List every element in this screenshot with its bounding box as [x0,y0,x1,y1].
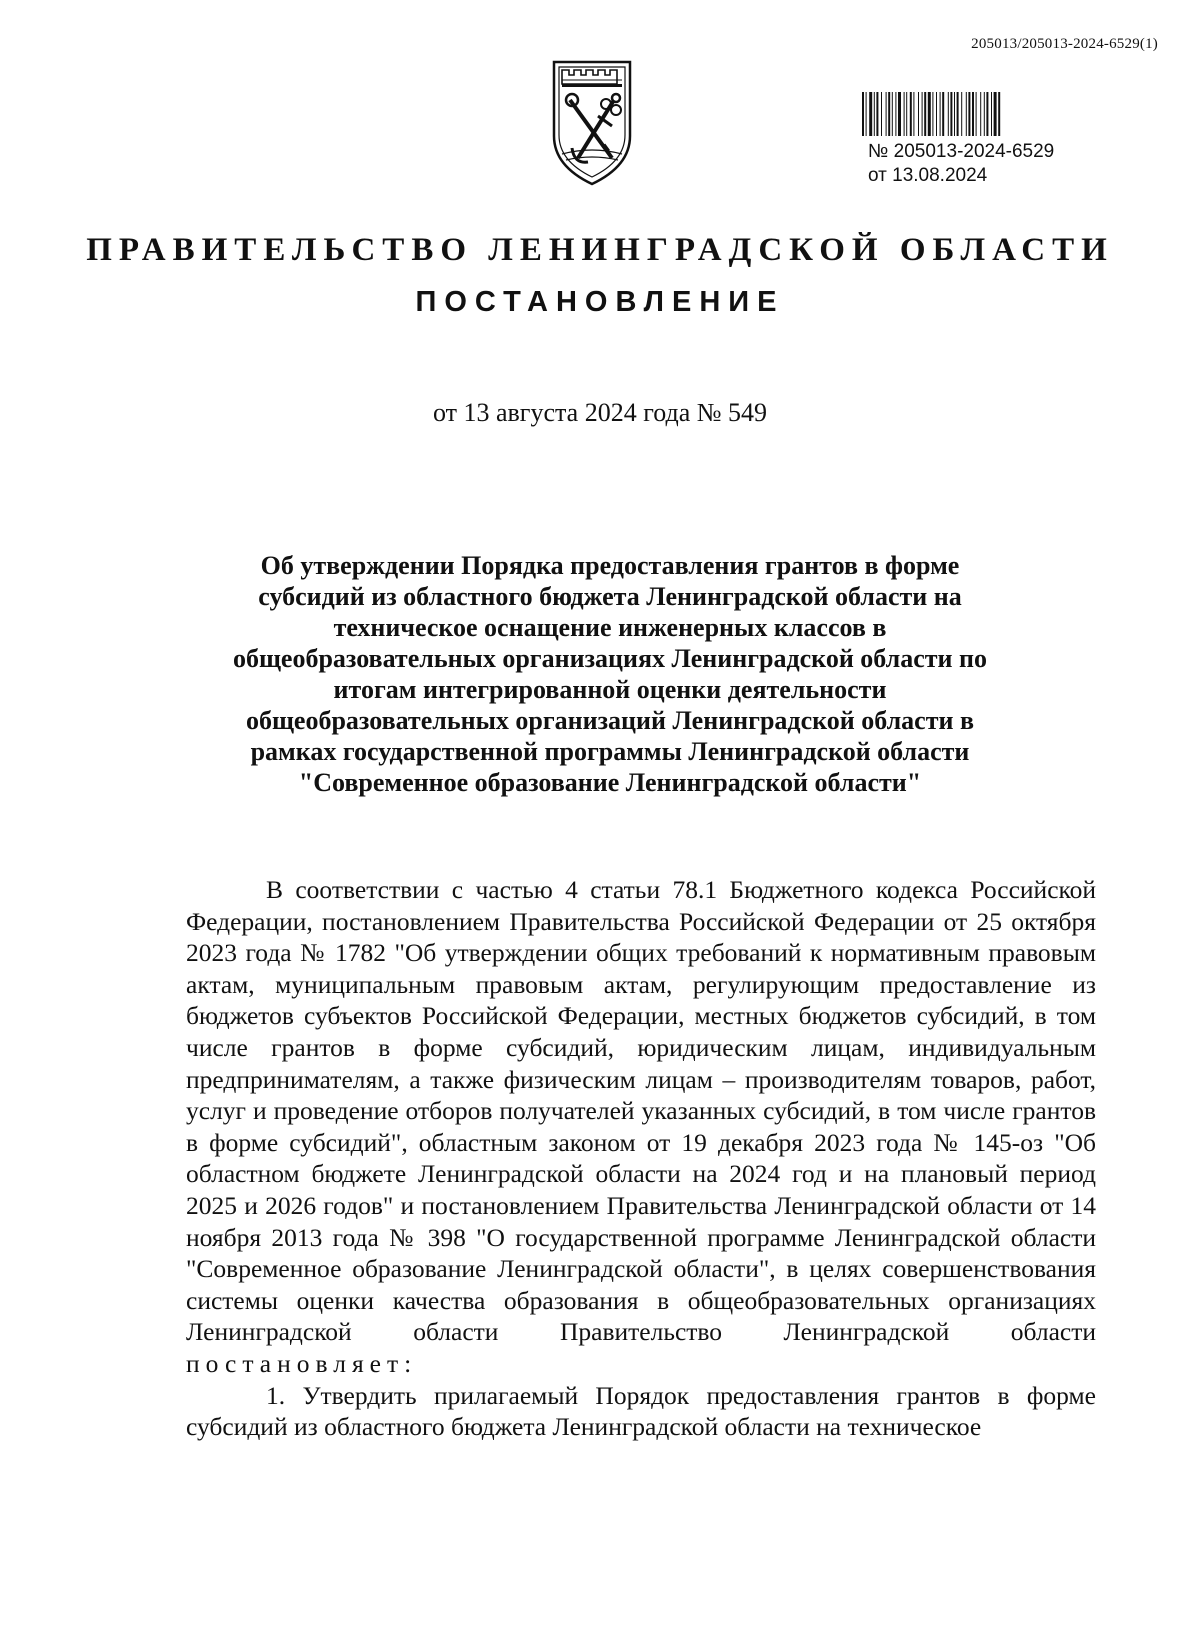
coat-of-arms-icon [550,58,634,188]
registration-number: № 205013-2024-6529 [868,141,1055,162]
preamble-text: В соответствии с частью 4 статьи 78.1 Бюджетного кодекса Российской Федерации, постановлением Правительства Российской Федерации от 25 октября 2023 года № 1782 "Об утверждении общих требований к нормативным правовым актам, муниципальным правовым актам, регулирующим предоставление из бюджетов субъектов Российской Федерации, местных бюджетов субсидий, в том числе грантов в форме субсидий, юридическим лицам, индивидуальным предпринимателям, а также физическим лицам – производителям товаров, работ, услуг и проведение отборов получателей указанных субсидий, в том числе грантов в форме субсидий", областным законом от 19 декабря 2023 года № 145-оз "Об областном бюджете Ленинградской области на 2024 год и на плановый период 2025 и 2026 годов" и постановлением Правительства Ленинградской области от 14 ноября 2013 года № 398 "О государственной программе Ленинградской области "Современное образование Ленинградской области", в целях совершенствования системы оценки качества образования в общеобразовательных организациях Ленинградской области Правительство Ленинградской области [186,875,1096,1347]
registration-code-top: 205013/205013-2024-6529(1) [971,36,1158,52]
document-type: ПОСТАНОВЛЕНИЕ [415,286,785,318]
document-subject: Об утверждении Порядка предоставления грантов в форме субсидий из областного бюджета Ленинградской области на техническое оснащение инженерных классов в общеобразовательных организациях Ленинградской области по итогам интегрированной оценки деятельности общеобразовательных организаций Ленинградской области в рамках государственной программы Ленинградской области "Современное образование Ленинградской области" [232,551,988,797]
document-body [186,874,1096,1443]
preamble-paragraph [186,874,1096,1380]
document-date-number: от 13 августа 2024 года № 549 [432,398,768,427]
item-1-paragraph: 1. Утвердить прилагаемый Порядок предоставления грантов в форме субсидий из областного бюджета Ленинградской области на техническое [186,1380,1096,1442]
decree-word: постановляет: [186,1348,418,1378]
barcode-icon [862,92,1098,136]
government-title: ПРАВИТЕЛЬСТВО ЛЕНИНГРАДСКОЙ ОБЛАСТИ [86,232,1114,268]
registration-date: от 13.08.2024 [868,165,988,186]
